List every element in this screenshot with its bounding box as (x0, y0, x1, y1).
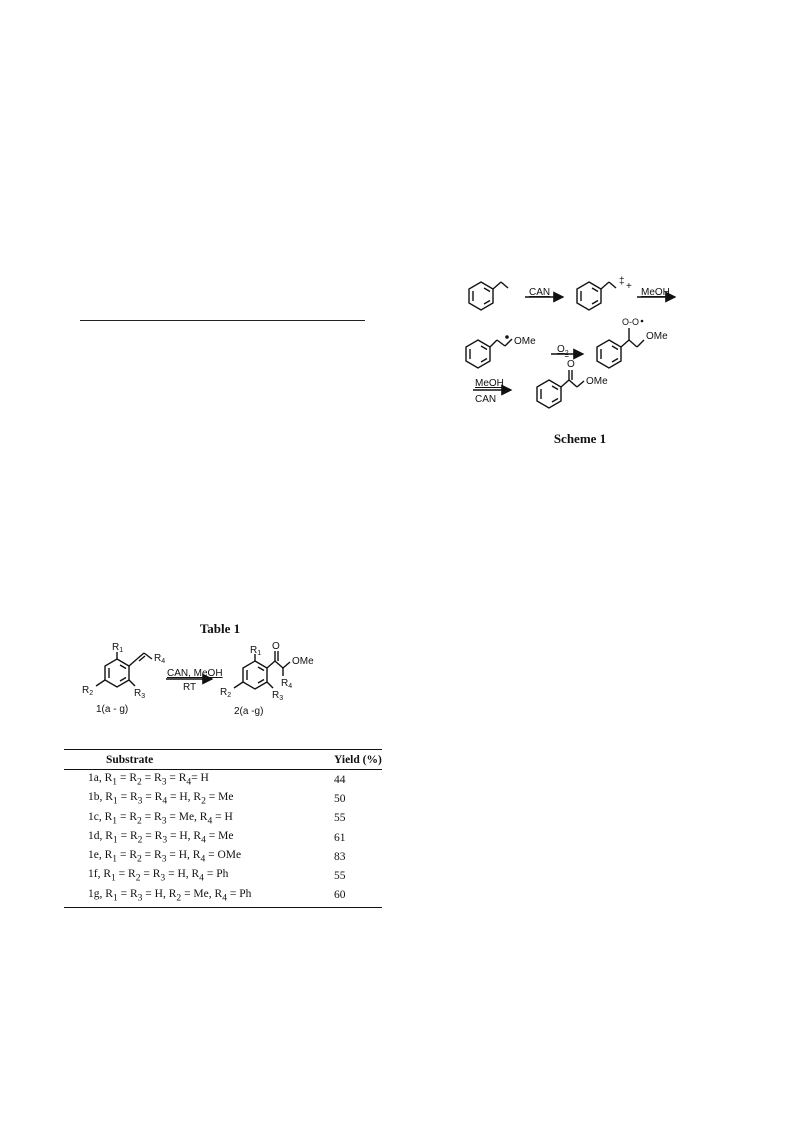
product-r1-label: $R_1$ (250, 645, 262, 657)
r3-label: $R_3$ (134, 688, 146, 700)
table-row (64, 770, 382, 790)
yield-cell: 44 (334, 773, 346, 786)
rt-label: RT (183, 682, 197, 693)
substrate-cell: 1g, $R_1 = R_3 = H$, $R_2 = Me$, $R_4 = Ph$ (64, 886, 322, 908)
radical-mark: ‡ (619, 276, 625, 287)
styrene-radical-cation-structure (577, 282, 616, 310)
product-label: 2(a -g) (234, 706, 264, 717)
r2-label: $R_2$ (82, 685, 94, 697)
substrate-cell: 1b, $R_1 = R_3 = R_4 = H$, $R_2 = Me$ (88, 791, 234, 807)
peroxy-radical-structure (597, 328, 644, 368)
ome-label-2: OMe (646, 331, 668, 342)
methoxy-radical-structure (466, 339, 512, 368)
header-substrate: Substrate (64, 750, 322, 770)
table-header-row (64, 750, 382, 770)
scheme-caption: Scheme 1 (553, 431, 607, 446)
ome-label-1: OMe (514, 336, 536, 347)
yield-table (64, 749, 382, 908)
substrate-cell: 1a, $R_1 = R_2 = R_3 = R_4= H$ (88, 772, 209, 788)
scheme-1-diagram (455, 268, 695, 416)
product-r2-label: $R_2$ (220, 687, 232, 699)
substrate-cell: 1f, $R_1 = R_2 = R_3 = H$, $R_4 = Ph$ (88, 868, 229, 884)
reagent-o2: $O_2$ (557, 344, 569, 357)
reagent-can-2: CAN (475, 394, 497, 405)
product-ome-label: OMe (292, 656, 314, 667)
yield-cell: 55 (334, 870, 346, 883)
reagent-meoh-2: MeOH (475, 378, 504, 389)
table-caption: Table 1 (199, 621, 241, 636)
r4-label: $R_4$ (154, 653, 166, 665)
yield-cell: 61 (334, 831, 346, 844)
yield-cell: 55 (334, 812, 346, 825)
substrate-structure (96, 652, 152, 687)
radical-dot (505, 335, 509, 339)
r1-label: $R_1$ (112, 642, 124, 654)
header-yield: Yield (%) (322, 750, 382, 770)
product-o-label: O (272, 641, 280, 652)
table-row (64, 847, 382, 866)
substrate-cell: 1e, $R_1 = R_2 = R_3 = H$, $R_4$ = OMe (88, 849, 242, 865)
table-row (64, 886, 382, 908)
substrate-cell: 1c, $R_1 = R_2 = R_3 = Me$, $R_4 = H$ (88, 810, 233, 826)
table-row (64, 828, 382, 847)
reagent-label: CAN, MeOH (167, 668, 223, 679)
peroxy-label: O-O (622, 317, 639, 327)
table-row (64, 809, 382, 828)
radical-dot-peroxy (641, 320, 644, 323)
yield-cell: 60 (322, 886, 382, 908)
reagent-can: CAN (529, 287, 551, 298)
charge-plus: + (626, 281, 632, 292)
ome-label-3: OMe (586, 376, 608, 387)
yield-cell: 50 (334, 792, 346, 805)
styrene-structure (469, 282, 508, 310)
reagent-meoh: MeOH (641, 287, 670, 298)
table-row (64, 866, 382, 885)
table-1-reaction-diagram (72, 640, 342, 722)
substrate-label: 1(a - g) (96, 704, 129, 715)
substrate-cell: 1d, $R_1 = R_2 = R_3 = H$, $R_4 = Me$ (88, 829, 234, 846)
yield-cell: 83 (334, 850, 346, 863)
horizontal-rule (80, 320, 365, 321)
methoxy-acetophenone-structure (537, 370, 584, 408)
product-r4-label: $R_4$ (281, 678, 293, 690)
carbonyl-o-label: O (567, 359, 575, 370)
table-row (64, 789, 382, 808)
product-r3-label: $R_3$ (272, 690, 284, 702)
